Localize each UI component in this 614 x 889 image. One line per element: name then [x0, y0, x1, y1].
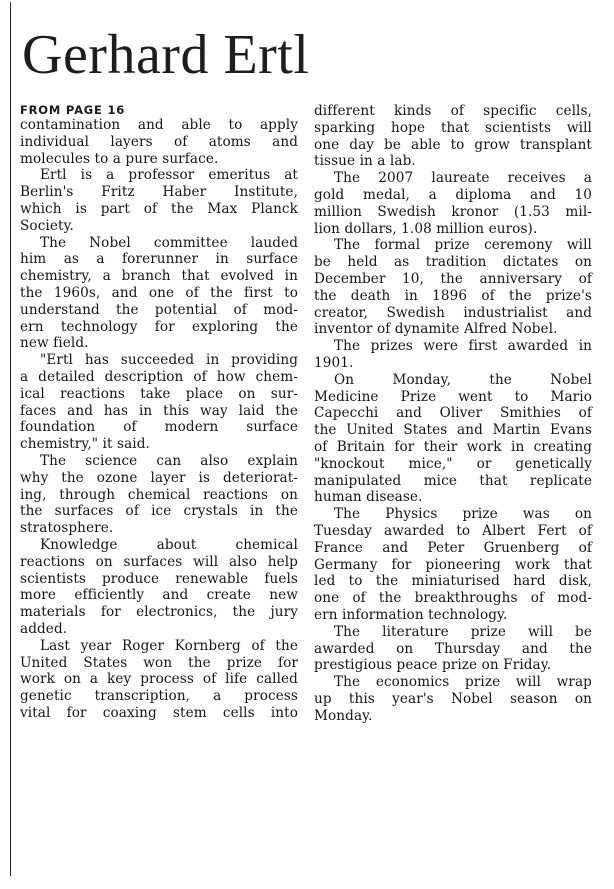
text-line: prestigious peace prize on Friday.	[314, 657, 552, 674]
text-line: "knockout mice," or genetically	[314, 455, 592, 472]
text-line: understand the potential of mod-	[20, 301, 298, 318]
text-line: gold medal, a diploma and 10	[314, 186, 592, 203]
text-line: The literature prize will be	[334, 623, 592, 640]
left-column	[20, 103, 298, 722]
text-line: the surfaces of ice crystals in the	[20, 503, 298, 520]
text-line: the 1960s, and one of the first to	[20, 284, 298, 301]
text-line: be held as tradition dictates on	[314, 254, 592, 271]
text-line: Medicine Prize went to Mario	[314, 388, 592, 405]
text-line: one of the breakthroughs of mod-	[314, 590, 592, 607]
text-line: chemistry, a branch that evolved in	[20, 268, 298, 285]
text-line: materials for electronics, the jury	[20, 604, 298, 621]
text-line: December 10, the anniversary of	[314, 270, 592, 287]
text-line: Society.	[20, 217, 74, 234]
text-line: up this year's Nobel season on	[314, 690, 592, 707]
text-line: different kinds of specific cells,	[314, 103, 592, 119]
text-line: individual layers of atoms and	[20, 133, 298, 150]
text-line: a detailed description of how chem-	[20, 368, 298, 385]
text-line: work on a key process of life called	[20, 671, 298, 688]
text-line: molecules to a pure surface.	[20, 150, 219, 167]
text-line: more efficiently and create new	[20, 587, 298, 604]
right-column	[314, 103, 592, 724]
text-line: scientists produce renewable fuels	[20, 570, 298, 587]
text-line: faces and has in this way laid the	[20, 402, 298, 419]
text-line: The economics prize will wrap	[334, 674, 592, 691]
text-line: lion dollars, 1.08 million euros).	[314, 220, 538, 237]
text-line: tissue in a lab.	[314, 153, 416, 170]
text-line: The Nobel committee lauded	[40, 234, 298, 251]
text-line: vital for coaxing stem cells into	[20, 704, 298, 721]
left-column-text	[20, 117, 298, 722]
text-line: the United States and Martin Evans	[314, 422, 592, 439]
text-line: reactions on surfaces will also help	[20, 553, 298, 570]
text-line: The 2007 laureate receives a	[334, 170, 592, 187]
text-line: Knowledge about chemical	[40, 536, 298, 553]
text-line: ern technology for exploring the	[20, 318, 298, 335]
text-line: Ertl is a professor emeritus at	[40, 167, 298, 184]
right-column-text	[314, 103, 592, 724]
text-line: foundation of modern surface	[20, 419, 298, 436]
text-line: ical reactions take place on sur-	[20, 385, 298, 402]
text-line: creator, Swedish industrialist and	[314, 304, 592, 321]
text-line: ern information technology.	[314, 606, 508, 623]
text-line: United States won the prize for	[20, 654, 298, 671]
clipping-left-edge	[10, 2, 11, 876]
text-line: sparking hope that scientists will	[314, 119, 592, 136]
text-line: Berlin's Fritz Haber Institute,	[20, 184, 298, 201]
text-line: ing, through chemical reactions on	[20, 486, 298, 503]
text-line: chemistry," it said.	[20, 436, 150, 453]
text-line: The science can also explain	[40, 452, 298, 469]
text-line: Capecchi and Oliver Smithies of	[314, 405, 592, 422]
text-line: million Swedish kronor (1.53 mil-	[314, 203, 592, 220]
text-line: of Britain for their work in creating	[314, 438, 592, 455]
text-line: The prizes were first awarded in	[334, 338, 592, 355]
text-line: awarded on Thursday and the	[314, 640, 592, 657]
text-line: the death in 1896 of the prize's	[314, 287, 592, 304]
text-line: genetic transcription, a process	[20, 688, 298, 705]
text-line: Germany for pioneering work that	[314, 556, 592, 573]
text-line: contamination and able to apply	[20, 117, 298, 133]
headline: Gerhard Ertl	[22, 24, 310, 86]
text-line: 1901.	[314, 354, 354, 371]
text-line: stratosphere.	[20, 520, 114, 537]
text-line: added.	[20, 620, 68, 637]
text-line: new field.	[20, 335, 89, 352]
text-line: led to the miniaturised hard disk,	[314, 573, 592, 590]
text-line: him as a forerunner in surface	[20, 251, 298, 268]
text-line: Monday.	[314, 707, 373, 724]
text-line: The formal prize ceremony will	[334, 237, 592, 254]
continued-from-label: FROM PAGE 16	[20, 103, 126, 117]
text-line: Last year Roger Kornberg of the	[40, 637, 298, 654]
text-line: why the ozone layer is deteriorat-	[20, 469, 298, 486]
text-line: On Monday, the Nobel	[334, 371, 592, 388]
text-line: which is part of the Max Planck	[20, 200, 298, 217]
text-line: Tuesday awarded to Albert Fert of	[314, 522, 592, 539]
text-line: human disease.	[314, 489, 423, 506]
text-line: one day be able to grow transplant	[314, 136, 592, 153]
text-line: The Physics prize was on	[334, 506, 592, 523]
text-line: France and Peter Gruenberg of	[314, 539, 592, 556]
text-line: inventor of dynamite Alfred Nobel.	[314, 321, 558, 338]
text-line: "Ertl has succeeded in providing	[40, 352, 298, 369]
text-line: manipulated mice that replicate	[314, 472, 592, 489]
